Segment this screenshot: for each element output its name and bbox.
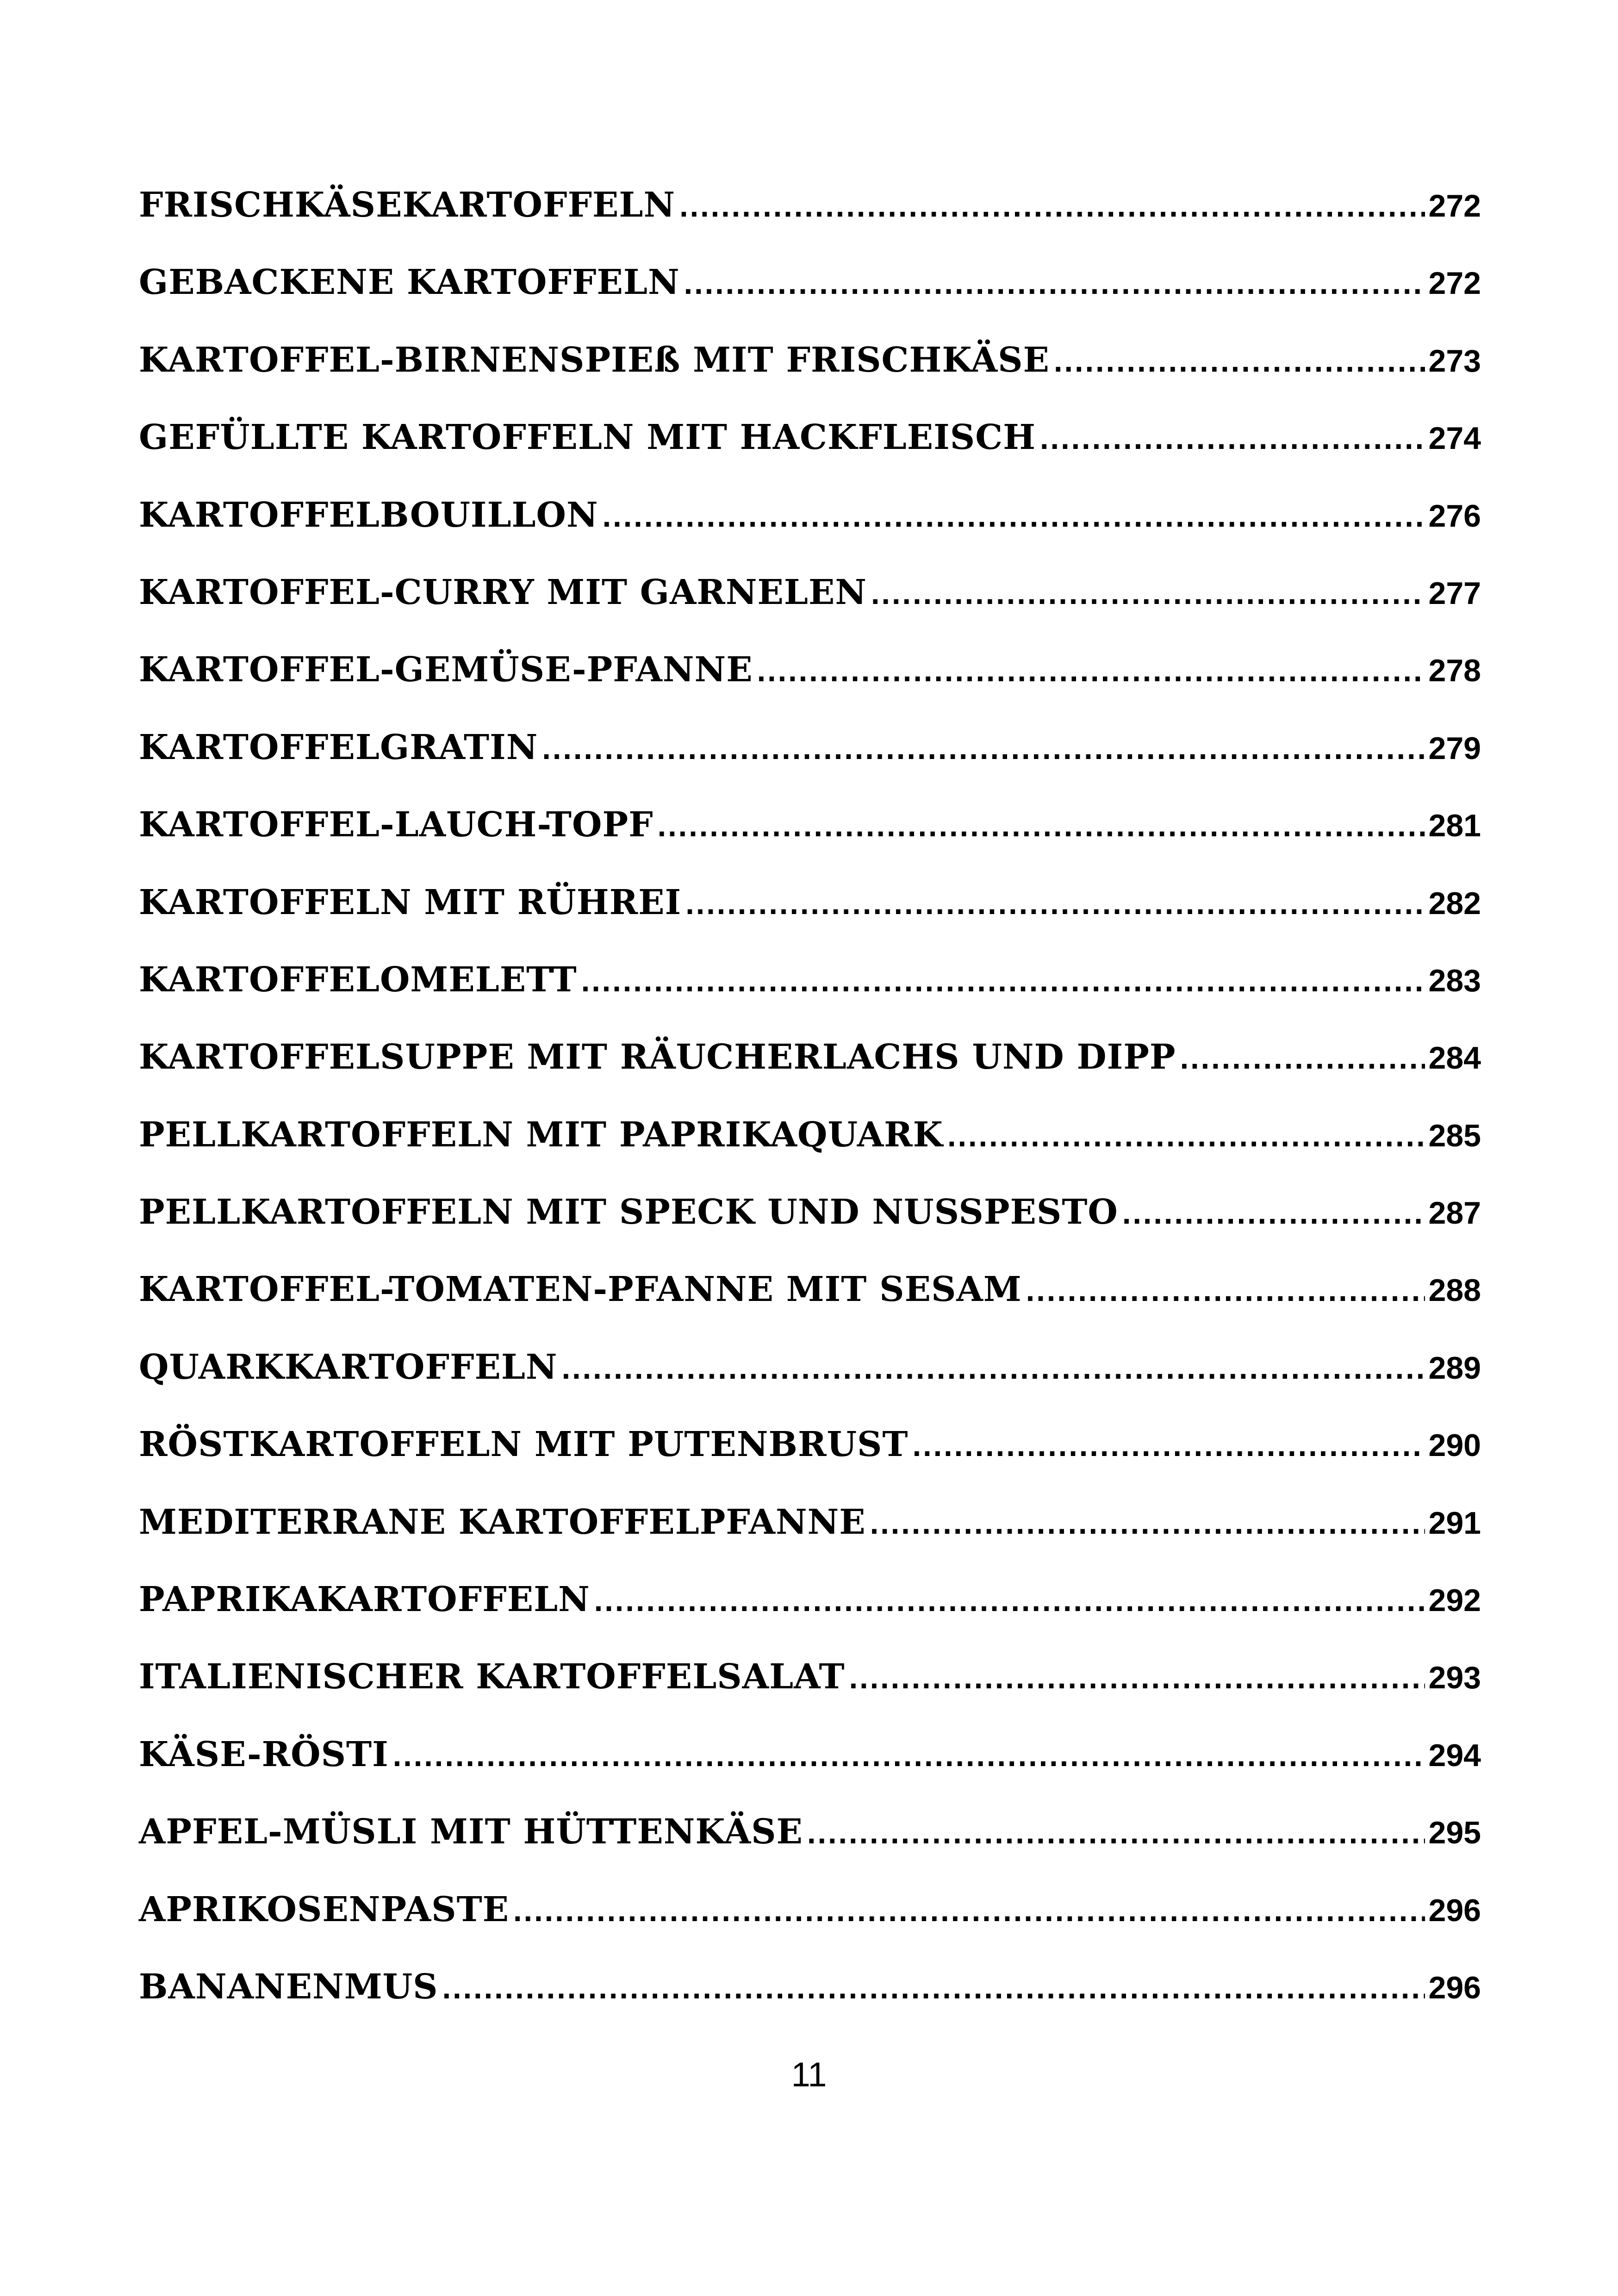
- toc-entry-title: KARTOFFEL-CURRY MIT GARNELEN: [139, 572, 867, 612]
- toc-dot-leader: [602, 504, 1425, 533]
- toc-dot-leader: [1026, 1278, 1425, 1307]
- toc-dot-leader: [871, 581, 1425, 610]
- toc-entry-page: 272: [1428, 188, 1481, 224]
- toc-dot-leader: [442, 1975, 1425, 2004]
- toc-entry[interactable]: [139, 417, 1481, 495]
- toc-entry[interactable]: [139, 1735, 1481, 1812]
- toc-entry-page: 293: [1428, 1660, 1481, 1696]
- toc-dot-leader: [757, 658, 1425, 687]
- toc-entry[interactable]: [139, 1115, 1481, 1192]
- toc-entry-page: 287: [1428, 1195, 1481, 1231]
- toc-entry-title: APRIKOSENPASTE: [139, 1889, 510, 1929]
- toc-dot-leader: [685, 891, 1425, 920]
- toc-entry-page: 285: [1428, 1118, 1481, 1153]
- toc-entry[interactable]: [139, 1657, 1481, 1734]
- toc-entry-title: KARTOFFELOMELETT: [139, 959, 577, 1000]
- toc-entry-title: KARTOFFEL-TOMATEN-PFANNE MIT SESAM: [139, 1269, 1022, 1310]
- toc-entry[interactable]: [139, 495, 1481, 572]
- toc-entry-title: KARTOFFEL-LAUCH-TOPF: [139, 805, 653, 845]
- toc-dot-leader: [947, 1123, 1425, 1152]
- toc-dot-leader: [870, 1511, 1425, 1540]
- toc-entry[interactable]: [139, 1192, 1481, 1269]
- toc-entry-title: BANANENMUS: [139, 1966, 438, 2007]
- toc-entry-title: PELLKARTOFFELN MIT SPECK UND NUSSPESTO: [139, 1192, 1118, 1232]
- toc-entry[interactable]: [139, 1502, 1481, 1580]
- toc-entry-page: 284: [1428, 1040, 1481, 1076]
- toc-entry-title: KARTOFFEL-GEMÜSE-PFANNE: [139, 650, 753, 690]
- toc-entry-title: GEBACKENE KARTOFFELN: [139, 262, 680, 303]
- toc-entry-page: 282: [1428, 885, 1481, 921]
- toc-entry[interactable]: [139, 1425, 1481, 1502]
- toc-entry-page: 281: [1428, 808, 1481, 844]
- toc-entry-title: PELLKARTOFFELN MIT PAPRIKAQUARK: [139, 1114, 943, 1155]
- toc-entry-title: KÄSE-RÖSTI: [139, 1734, 389, 1774]
- toc-entry-title: APFEL-MÜSLI MIT HÜTTENKÄSE: [139, 1812, 803, 1852]
- toc-entry-title: ITALIENISCHER KARTOFFELSALAT: [139, 1657, 845, 1697]
- toc-entry[interactable]: [139, 728, 1481, 805]
- toc-entry-title: KARTOFFELBOUILLON: [139, 495, 598, 535]
- toc-dot-leader: [807, 1820, 1425, 1849]
- toc-entry-title: PAPRIKAKARTOFFELN: [139, 1580, 590, 1620]
- toc-entry[interactable]: [139, 805, 1481, 882]
- toc-dot-leader: [561, 1356, 1425, 1385]
- toc-entry[interactable]: [139, 1269, 1481, 1347]
- toc-entry[interactable]: [139, 1967, 1481, 2044]
- toc-entry-title: KARTOFFELSUPPE MIT RÄUCHERLACHS UND DIPP: [139, 1037, 1176, 1077]
- toc-entry-page: 289: [1428, 1350, 1481, 1386]
- toc-entry-page: 292: [1428, 1583, 1481, 1618]
- toc-dot-leader: [679, 193, 1425, 223]
- toc-entry-page: 288: [1428, 1273, 1481, 1308]
- toc-entry[interactable]: [139, 1812, 1481, 1889]
- toc-entry-page: 290: [1428, 1428, 1481, 1463]
- toc-entry-title: QUARKKARTOFFELN: [139, 1347, 558, 1387]
- toc-entry[interactable]: [139, 1580, 1481, 1657]
- toc-entry-page: 295: [1428, 1815, 1481, 1851]
- toc-entry-title: GEFÜLLTE KARTOFFELN MIT HACKFLEISCH: [139, 417, 1036, 458]
- toc-dot-leader: [594, 1588, 1425, 1617]
- toc-entry-page: 274: [1428, 421, 1481, 456]
- toc-entry-page: 278: [1428, 653, 1481, 689]
- toc-entry[interactable]: [139, 1347, 1481, 1425]
- toc-entry-page: 296: [1428, 1970, 1481, 2005]
- toc-entry-title: MEDITERRANE KARTOFFELPFANNE: [139, 1502, 866, 1542]
- toc-entry-title: KARTOFFELN MIT RÜHREI: [139, 882, 682, 922]
- toc-entry-page: 296: [1428, 1892, 1481, 1928]
- toc-entry-page: 283: [1428, 963, 1481, 998]
- toc-entry[interactable]: [139, 1890, 1481, 1967]
- toc-entry-page: 291: [1428, 1505, 1481, 1541]
- toc-dot-leader: [849, 1665, 1425, 1694]
- toc-entry[interactable]: [139, 960, 1481, 1037]
- toc-dot-leader: [392, 1743, 1425, 1772]
- toc-entry[interactable]: [139, 883, 1481, 960]
- page-number: 11: [791, 2055, 827, 2094]
- toc-entry-title: RÖSTKARTOFFELN MIT PUTENBRUST: [139, 1425, 909, 1465]
- toc-entry[interactable]: [139, 340, 1481, 417]
- toc-entry-page: 279: [1428, 730, 1481, 766]
- toc-entry-page: 272: [1428, 266, 1481, 301]
- toc-dot-leader: [1180, 1045, 1425, 1075]
- toc-dot-leader: [684, 271, 1425, 300]
- toc-dot-leader: [581, 968, 1425, 997]
- toc-dot-leader: [1053, 348, 1425, 378]
- toc-entry[interactable]: [139, 650, 1481, 727]
- toc-entry[interactable]: [139, 1037, 1481, 1114]
- toc-entry-page: 276: [1428, 498, 1481, 534]
- toc-entry-title: KARTOFFEL-BIRNENSPIEß MIT FRISCHKÄSE: [139, 340, 1050, 380]
- toc-entry[interactable]: [139, 572, 1481, 650]
- toc-entry-title: KARTOFFELGRATIN: [139, 727, 538, 767]
- toc-dot-leader: [1122, 1201, 1425, 1230]
- toc-entry-page: 294: [1428, 1737, 1481, 1773]
- toc-dot-leader: [541, 736, 1425, 765]
- table-of-contents: [139, 185, 1481, 2044]
- toc-entry-page: 273: [1428, 343, 1481, 379]
- toc-dot-leader: [912, 1433, 1425, 1462]
- toc-dot-leader: [657, 813, 1425, 842]
- toc-entry-page: 277: [1428, 575, 1481, 611]
- toc-entry[interactable]: [139, 262, 1481, 340]
- toc-entry-title: FRISCHKÄSEKARTOFFELN: [139, 185, 676, 225]
- toc-entry[interactable]: [139, 185, 1481, 262]
- toc-dot-leader: [513, 1898, 1425, 1927]
- toc-dot-leader: [1039, 426, 1425, 455]
